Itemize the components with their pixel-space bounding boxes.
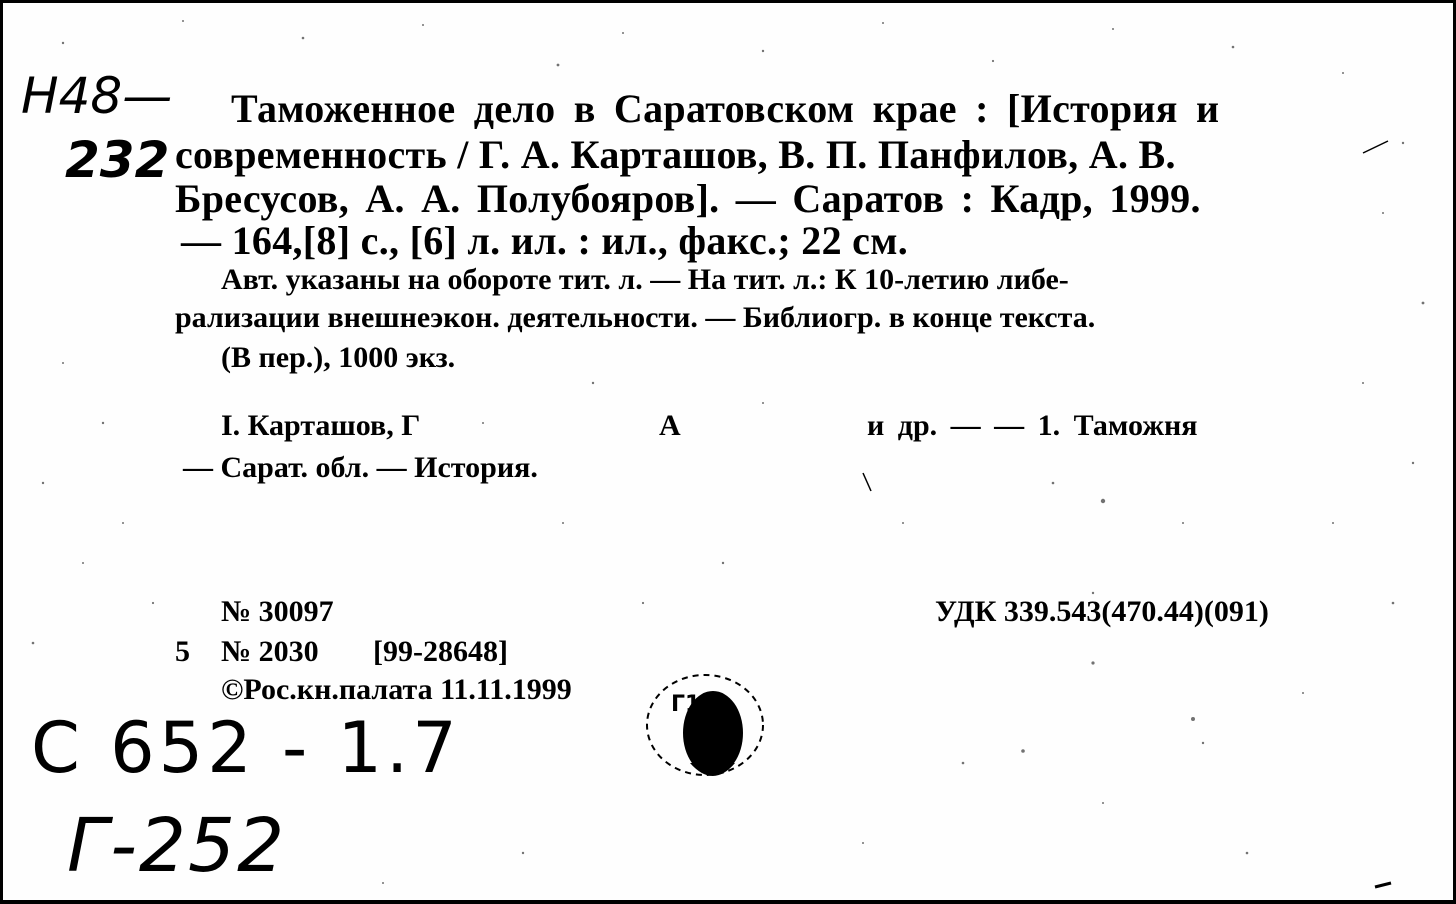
tracing-line-2: — Сарат. обл. — История. xyxy=(183,451,538,484)
title-line-4: — 164,[8] с., [6] л. ил. : ил., факс.; 22 см. xyxy=(181,218,909,263)
record-number-1: № 30097 xyxy=(221,595,334,628)
copyright-line: ©Рос.кн.палата 11.11.1999 xyxy=(221,673,572,706)
title-line-1 xyxy=(231,85,1313,132)
title-line-1-text: Таможенное дело в Саратовском крае : [История и xyxy=(231,86,1220,131)
handwritten-author-mark: Г-252 xyxy=(67,803,287,889)
library-stamp xyxy=(635,663,775,803)
udk-code: УДК 339.543(470.44)(091) xyxy=(935,595,1269,628)
title-line-3: Бресусов, А. А. Полубояров]. — Саратов : Кадр, 1999. xyxy=(175,176,1201,221)
footer-prefix-5: 5 xyxy=(175,635,190,668)
notes-line-1: Авт. указаны на обороте тит. л. — На тит. л.: К 10-летию либе- xyxy=(221,263,1069,296)
title-line-2: современность / Г. А. Карташов, В. П. Панфилов, А. В. xyxy=(175,132,1176,177)
notes-line-2: рализации внешнеэкон. деятельности. — Библиогр. в конце текста. xyxy=(175,301,1096,334)
record-number-2: № 2030 xyxy=(221,635,319,668)
call-number-top: Н48— xyxy=(21,67,173,125)
handwritten-shelf-mark: С 652 - 1.7 xyxy=(31,707,461,789)
call-number-second: 232 xyxy=(65,131,170,189)
tracing-line-1-part-1: I. Карташов, Г xyxy=(221,409,421,442)
notes-line-3: (В пер.), 1000 экз. xyxy=(221,341,456,374)
stamp-text: Г1 xyxy=(671,692,701,717)
tracing-line-1-part-2: А xyxy=(659,409,681,442)
bracket-code: [99-28648] xyxy=(373,635,508,668)
tracing-line-1-part-3: и др. — — 1. Таможня xyxy=(867,409,1198,442)
